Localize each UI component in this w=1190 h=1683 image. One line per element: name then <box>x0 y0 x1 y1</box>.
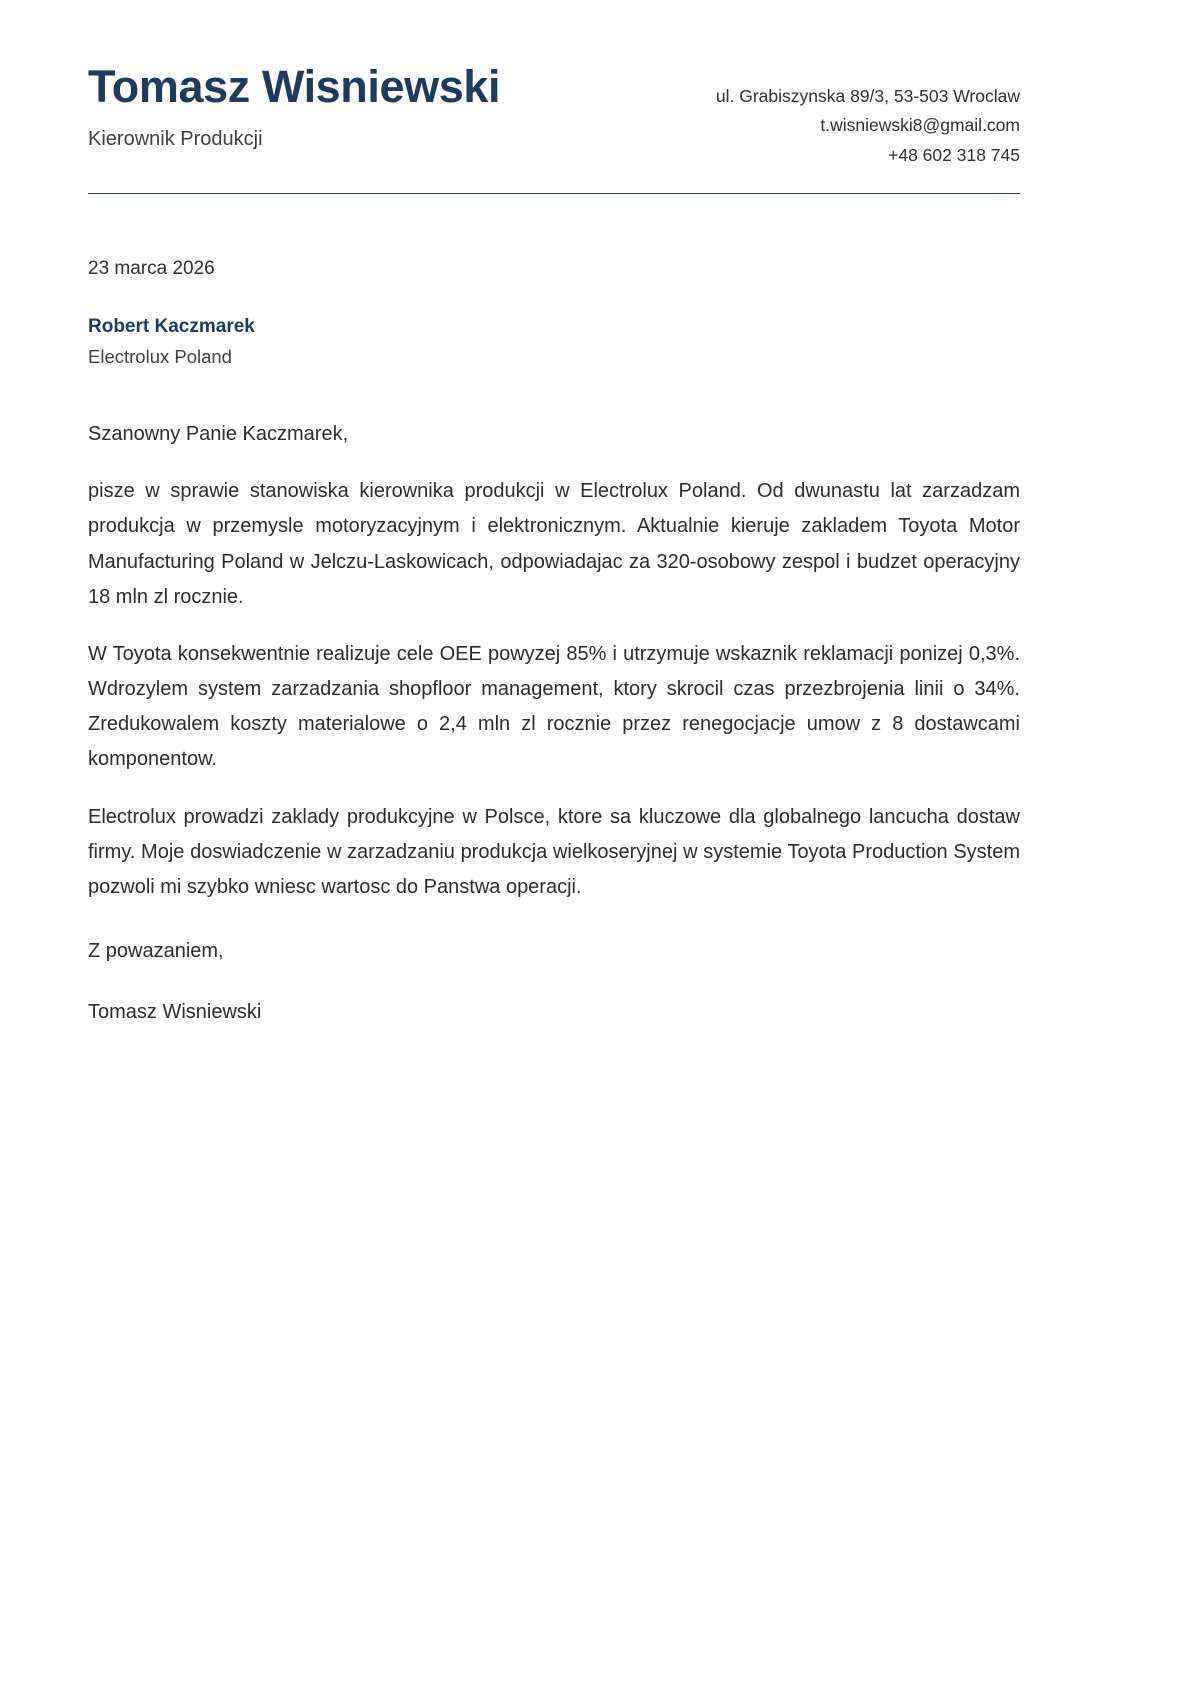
header-divider <box>88 193 1020 194</box>
recipient-block <box>88 313 1020 371</box>
letter-signature: Tomasz Wisniewski <box>88 1001 262 1024</box>
letter-header <box>88 0 1020 170</box>
letter-paragraph: pisze w sprawie stanowiska kierownika produkcji w Electrolux Poland. Od dwunastu lat zarzadzam produkcja w przemysle motoryzacyjnym i elektronicznym. Aktualnie kieruje zakladem Toyota Motor Manufacturing Poland w Jelczu-Laskowicach, odpowiadajac za 320-osobowy zespol i budzet operacyjny 18 mln zl rocznie. <box>88 480 1020 608</box>
letter-sheet <box>88 0 1020 1028</box>
sender-identity <box>88 62 500 152</box>
sender-job-title: Kierownik Produkcji <box>88 128 263 151</box>
letter-body <box>88 419 1020 1028</box>
sender-name: Tomasz Wisniewski <box>88 61 501 112</box>
letter-meta <box>88 256 1020 371</box>
recipient-name: Robert Kaczmarek <box>88 315 255 337</box>
sender-contact-block <box>716 62 1020 170</box>
letter-paragraph: Electrolux prowadzi zaklady produkcyjne w Polsce, ktore sa kluczowe dla globalnego lancucha dostaw firmy. Moje doswiadczenie w zarzadzaniu produkcja wielkoseryjnej w systemie Toyota Production System pozwoli mi szybko wniesc wartosc do Panstwa operacji. <box>88 805 1020 898</box>
contact-email[interactable]: t.wisniewski8@gmail.com <box>820 115 1020 136</box>
contact-phone[interactable]: +48 602 318 745 <box>888 144 1020 165</box>
recipient-company: Electrolux Poland <box>88 346 232 368</box>
letter-paragraph: W Toyota konsekwentnie realizuje cele OEE powyzej 85% i utrzymuje wskaznik reklamacji ponizej 0,3%. Wdrozylem system zarzadzania shopfloor management, ktory skrocil czas przezbrojenia linii o 34%. Zredukowalem koszty materialowe o 2,4 mln zl rocznie przez renegocjacje umow z 8 dostawcami komponentow. <box>88 642 1020 771</box>
letter-date: 23 marca 2026 <box>88 258 215 280</box>
contact-address: ul. Grabiszynska 89/3, 53-503 Wroclaw <box>715 86 1020 106</box>
letter-salutation: Szanowny Panie Kaczmarek, <box>88 423 349 446</box>
letter-closing: Z powazaniem, <box>88 940 224 963</box>
